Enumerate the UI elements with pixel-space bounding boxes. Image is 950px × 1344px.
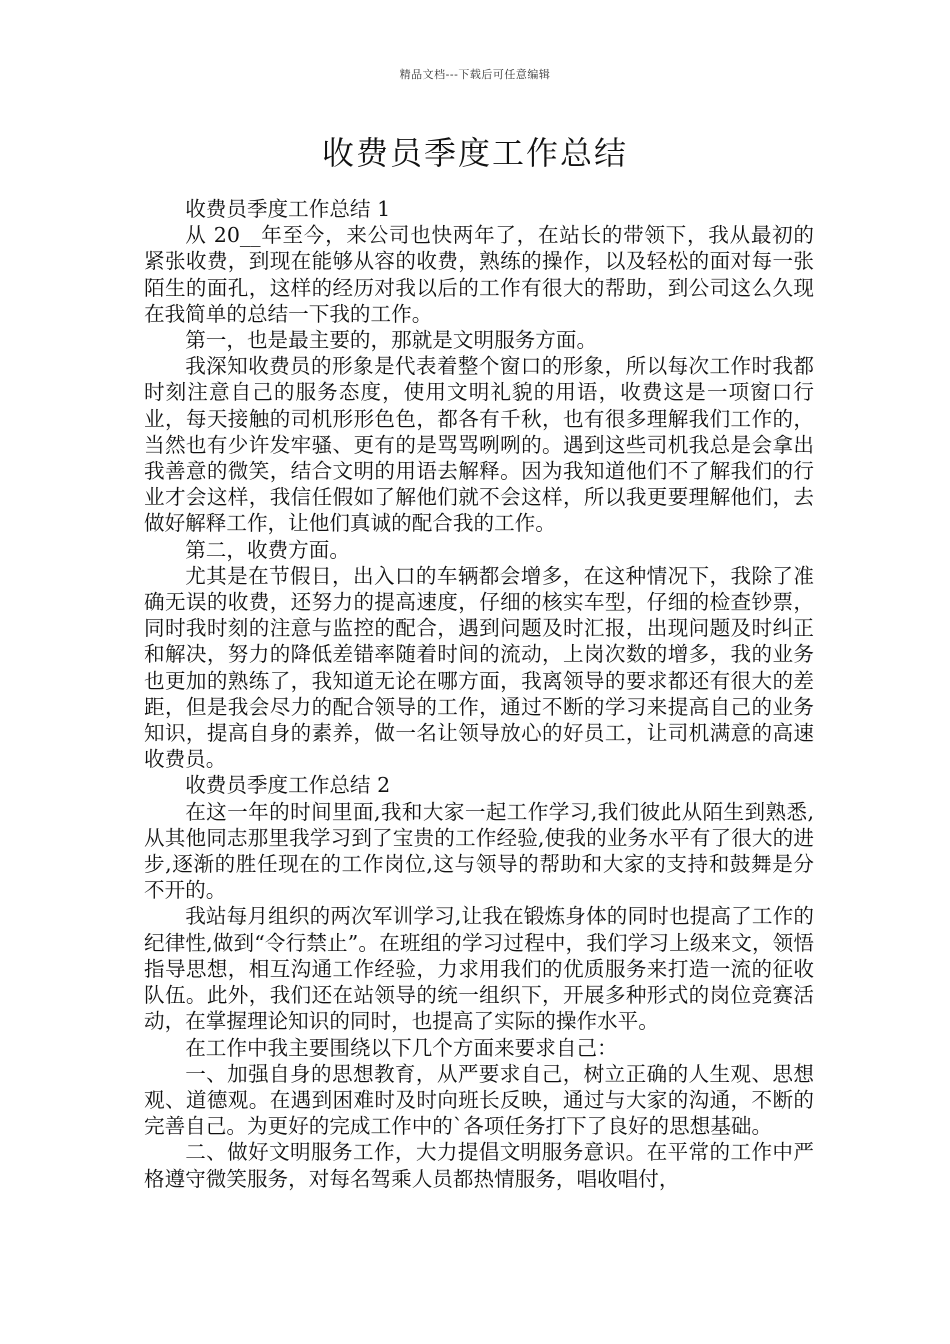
paragraph-holiday-toll: 尤其是在节假日，出入口的车辆都会增多，在这种情况下，我除了准确无误的收费，还努力的提高速度，仔细的核实车型，仔细的检查钞票，同时我时刻的注意与监控的配合，遇到问题及时汇报，出现问题及时纠正和解决，努力的降低差错率随着时间的流动，上岗次数的增多，我的业务也更加的熟练了，我知道无论在哪方面，我离领导的要求都还有很大的差距，但是我会尽力的配合领导的工作，通过不断的学习来提高自己的业务知识，提高自身的素养，做一名让领导放心的好员工，让司机满意的高速收费员。 — [144, 563, 814, 772]
paragraph-point-two: 第二，收费方面。 — [185, 537, 350, 562]
paragraph-intro: 从 20__年至今，来公司也快两年了，在站长的带领下，我从最初的紧张收费，到现在能够从容的收费，熟练的操作，以及轻松的面对每一张陌生的面孔，这样的经历对我以后的工作有很大的帮助，到公司这么久现在我简单的总结一下我的工作。 — [144, 223, 814, 326]
paragraph-training: 我站每月组织的两次军训学习,让我在锻炼身体的同时也提高了工作的纪律性,做到“令行禁止”。在班组的学习过程中，我们学习上级来文，领悟指导思想，相互沟通工作经验，力求用我们的优质服务来打造一流的征收队伍。此外，我们还在站领导的统一组织下，开展多种形式的岗位竞赛活动，在掌握理论知识的同时，也提高了实际的操作水平。 — [144, 904, 814, 1034]
header-note: 精品文档---下载后可任意编辑 — [399, 68, 551, 81]
paragraph-point-one: 第一，也是最主要的，那就是文明服务方面。 — [185, 328, 598, 353]
paragraph-item-two: 二、做好文明服务工作，大力提倡文明服务意识。在平常的工作中严格遵守微笑服务，对每名驾乘人员都热情服务，唱收唱付， — [144, 1140, 814, 1191]
section-heading-2: 收费员季度工作总结 2 — [185, 773, 391, 798]
paragraph-requirements-intro: 在工作中我主要围绕以下几个方面来要求自己： — [185, 1035, 618, 1060]
paragraph-service-attitude: 我深知收费员的形象是代表着整个窗口的形象，所以每次工作时我都时刻注意自己的服务态度，使用文明礼貌的用语，收费这是一项窗口行业，每天接触的司机形形色色，都各有千秋，也有很多理解我们工作的，当然也有少许发牢骚、更有的是骂骂咧咧的。遇到这些司机我总是会拿出我善意的微笑，结合文明的用语去解释。因为我知道他们不了解我们的行业才会这样，我信任假如了解他们就不会这样，所以我更要理解他们，去做好解释工作，让他们真诚的配合我的工作。 — [144, 354, 814, 536]
paragraph-year-review: 在这一年的时间里面,我和大家一起工作学习,我们彼此从陌生到熟悉,从其他同志那里我学习到了宝贵的工作经验,使我的业务水平有了很大的进步,逐渐的胜任现在的工作岗位,这与领导的帮助和大家的支持和鼓舞是分不开的。 — [144, 799, 814, 903]
document-body — [144, 196, 814, 1192]
section-heading-1: 收费员季度工作总结 1 — [185, 197, 391, 221]
paragraph-item-one: 一、加强自身的思想教育，从严要求自己，树立正确的人生观、思想观、道德观。在遇到困难时及时向班长反映，通过与大家的沟通，不断的完善自己。为更好的完成工作中的`各项任务打下了良好的思想基础。 — [144, 1061, 814, 1139]
document-title: 收费员季度工作总结 — [321, 134, 628, 172]
